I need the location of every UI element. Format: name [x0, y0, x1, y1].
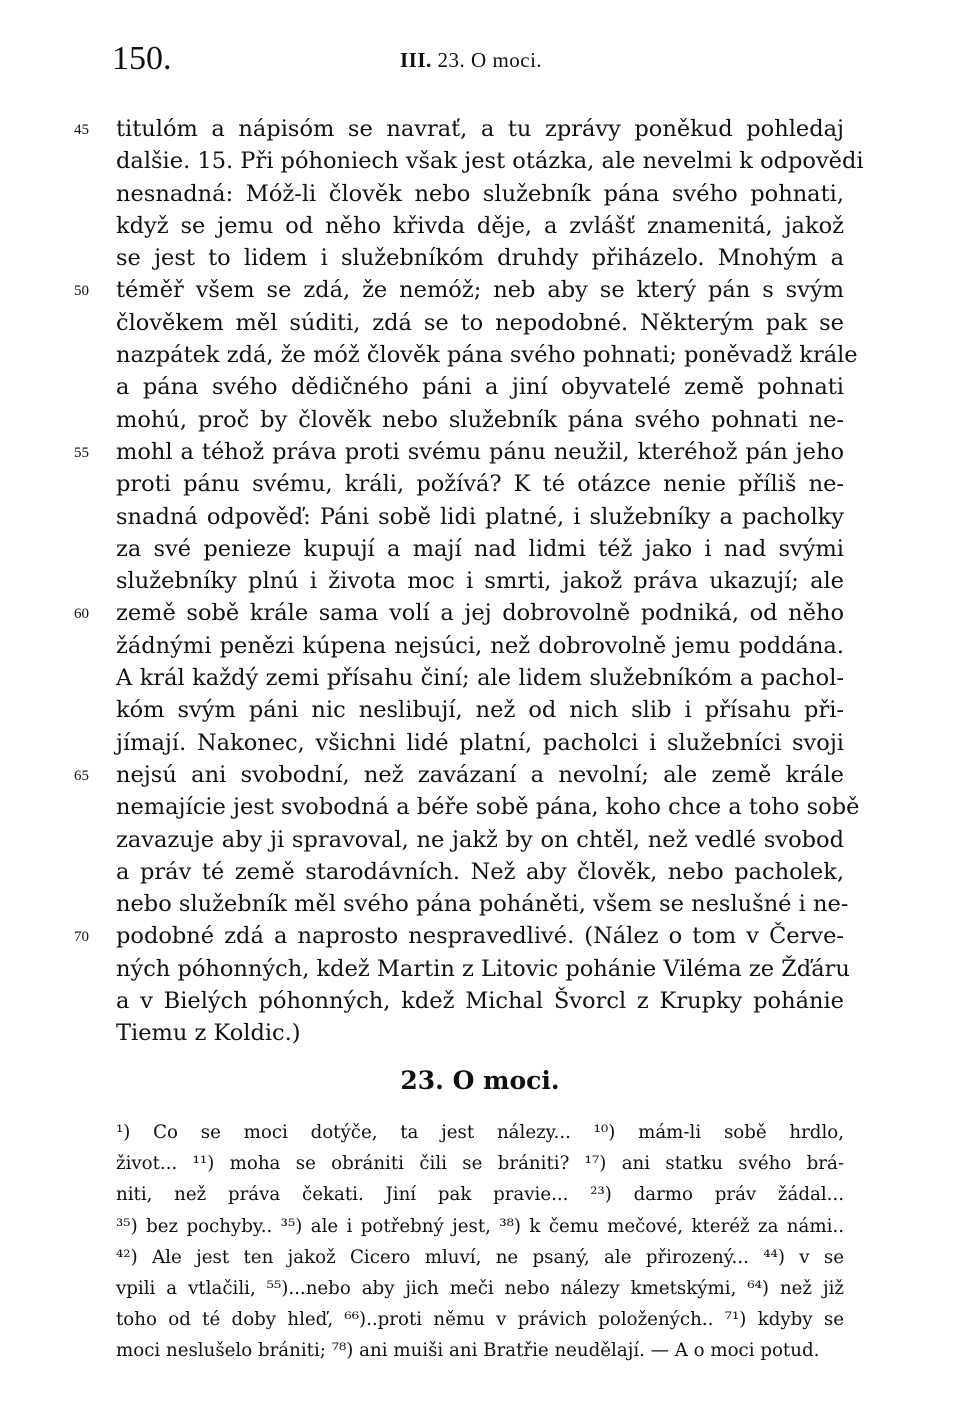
- footnote-line: ¹) Co se moci dotýče, ta jest nálezy... ¹⁰) mám-li sobě hrdlo,: [116, 1122, 844, 1143]
- footnote-line: ⁴²) Ale jest ten jakož Cicero mluví, ne psaný, ale přirozený... ⁴⁴) v se: [116, 1246, 844, 1268]
- footnote-line: niti, než práva čekati. Jiní pak pravie... ²³) darmo práv žádal...: [116, 1184, 844, 1206]
- text-line: [116, 565, 844, 597]
- running-header: [0, 40, 960, 80]
- footnotes: [116, 1117, 844, 1367]
- line-text: země sobě krále sama volí a jej dobrovolně podniká, od něho: [116, 600, 844, 627]
- line-number: 60: [74, 606, 89, 623]
- text-line: [116, 404, 844, 436]
- line-text: ných póhonných, kdež Martin z Litovic pohánie Viléma ze Žďáru: [116, 955, 850, 982]
- text-line: [116, 953, 850, 985]
- text-line: [74, 274, 844, 306]
- text-line: [116, 985, 844, 1017]
- line-text: A král každý zemi přísahu činí; ale lidem služebníkóm a pachol-: [116, 665, 844, 692]
- text-line: [74, 759, 844, 791]
- footnote-line: toho od té doby hleď, ⁶⁶)..proti němu v právich položených.. ⁷¹) kdyby se: [116, 1309, 844, 1331]
- line-number: 45: [74, 122, 89, 138]
- line-text: nesnadná: Móž-li člověk nebo služebník pána svého pohnati,: [116, 180, 844, 207]
- footnote-line: ³⁵) bez pochyby.. ³⁵) ale i potřebný jest, ³⁸) k čemu mečové, kteréž za námi..: [116, 1215, 844, 1237]
- line-text: a práv té země starodávních. Než aby člověk, nebo pacholek,: [116, 858, 844, 885]
- footnote-line: život... ¹¹) moha se obrániti čili se brániti? ¹⁷) ani statku svého brá-: [116, 1153, 844, 1175]
- line-number: 50: [74, 283, 89, 300]
- footnote-line: vpili a vtlačili, ⁵⁵)...nebo aby jich meči nebo nálezy kmetskými, ⁶⁴) než již: [116, 1277, 844, 1299]
- line-number: 55: [74, 444, 89, 461]
- line-text: téměř všem se zdá, že nemóž; neb aby se který pán s svým: [116, 277, 844, 304]
- line-text: nejsú ani svobodní, než zavázaní a nevolní; ale země krále: [116, 761, 844, 788]
- text-line: [116, 145, 864, 177]
- text-line: [116, 1017, 844, 1049]
- line-text: mohú, proč by člověk nebo služebník pána svého pohnati ne-: [116, 406, 844, 433]
- text-line: [116, 178, 844, 210]
- line-text: nazpátek zdá, že móž člověk pána svého pohnati; poněvadž krále: [116, 342, 858, 369]
- text-line: [116, 888, 849, 920]
- text-line: [116, 339, 858, 371]
- text-line: [116, 371, 844, 403]
- line-text: snadná odpověď: Páni sobě lidi platné, i služebníky a pacholky: [116, 503, 844, 530]
- line-text: nemajície jest svobodná a béře sobě pána, koho chce a toho sobě: [116, 794, 860, 821]
- chapter-number: III.: [400, 48, 432, 72]
- text-line: [74, 597, 844, 629]
- line-number: 70: [74, 929, 89, 946]
- text-line: [74, 113, 844, 145]
- line-number: 65: [74, 767, 89, 784]
- line-text: jímají. Nakonec, všichni lidé platní, pacholci i služebníci svoji: [116, 729, 844, 756]
- line-text: zavazuje aby ji spravoval, ne jakž by on chtěl, než vedlé svobod: [116, 826, 844, 853]
- running-title: [400, 48, 542, 73]
- text-line: [116, 694, 844, 726]
- text-line: [116, 824, 844, 856]
- line-text: když se jemu od něho křivda děje, a zvlášť znamenitá, jakož: [116, 212, 844, 239]
- text-line: [74, 920, 844, 952]
- line-text: se jest to lidem i služebníkóm druhdy přiházelo. Mnohým a: [116, 245, 844, 272]
- line-text: žádnými penězi kúpena nejsúci, než dobrovolně jemu poddána.: [116, 632, 844, 659]
- line-text: a v Bielých póhonných, kdež Michal Švorcl z Krupky pohánie: [116, 988, 844, 1015]
- text-line: [116, 630, 844, 662]
- line-text: mohl a téhož práva proti svému pánu neužil, kteréhož pán jeho: [116, 438, 844, 465]
- line-text: kóm svým páni nic neslibují, než od nich slib i přísahu při-: [116, 697, 844, 724]
- line-text: nebo služebník měl svého pána poháněti, všem se neslušné i ne-: [116, 891, 849, 918]
- line-text: titulóm a nápisóm se navrať, a tu zprávy poněkud pohledaj: [116, 116, 844, 142]
- footnote-line: moci neslušelo brániti; ⁷⁸) ani muiši ani Bratřie neudělají. — A o moci potud.: [116, 1340, 820, 1362]
- section-heading: 23. O moci.: [400, 1066, 560, 1095]
- text-line: [116, 210, 844, 242]
- text-line: [116, 791, 860, 823]
- line-text: podobné zdá a naprosto nespravedlivé. (Nález o tom v Červe-: [116, 923, 844, 950]
- running-title-text: 23. O moci.: [437, 48, 543, 72]
- text-line: [116, 468, 844, 500]
- text-line: [116, 856, 844, 888]
- text-line: [116, 501, 844, 533]
- text-line: [116, 727, 844, 759]
- line-text: a pána svého dědičného páni a jiní obyvatelé země pohnati: [116, 374, 844, 401]
- main-text: [74, 113, 864, 1050]
- line-text: služebníky plnú i života moc i smrti, jakož práva ukazují; ale: [116, 568, 844, 595]
- line-text: dalšie. 15. Při póhoniech však jest otázka, ale nevelmi k odpovědi: [116, 148, 864, 175]
- text-line: [116, 533, 844, 565]
- line-text: proti pánu svému, králi, požívá? K té otázce nenie příliš ne-: [116, 471, 844, 498]
- text-line: [116, 242, 844, 274]
- text-line: [74, 436, 844, 468]
- text-line: [116, 307, 844, 339]
- line-text: člověkem měl súditi, zdá se to nepodobné. Některým pak se: [116, 309, 844, 336]
- line-text: Tiemu z Koldic.): [116, 1020, 301, 1047]
- text-line: [116, 662, 844, 694]
- line-text: za své penieze kupují a mají nad lidmi též jako i nad svými: [116, 535, 844, 562]
- page-number: 150.: [112, 40, 172, 77]
